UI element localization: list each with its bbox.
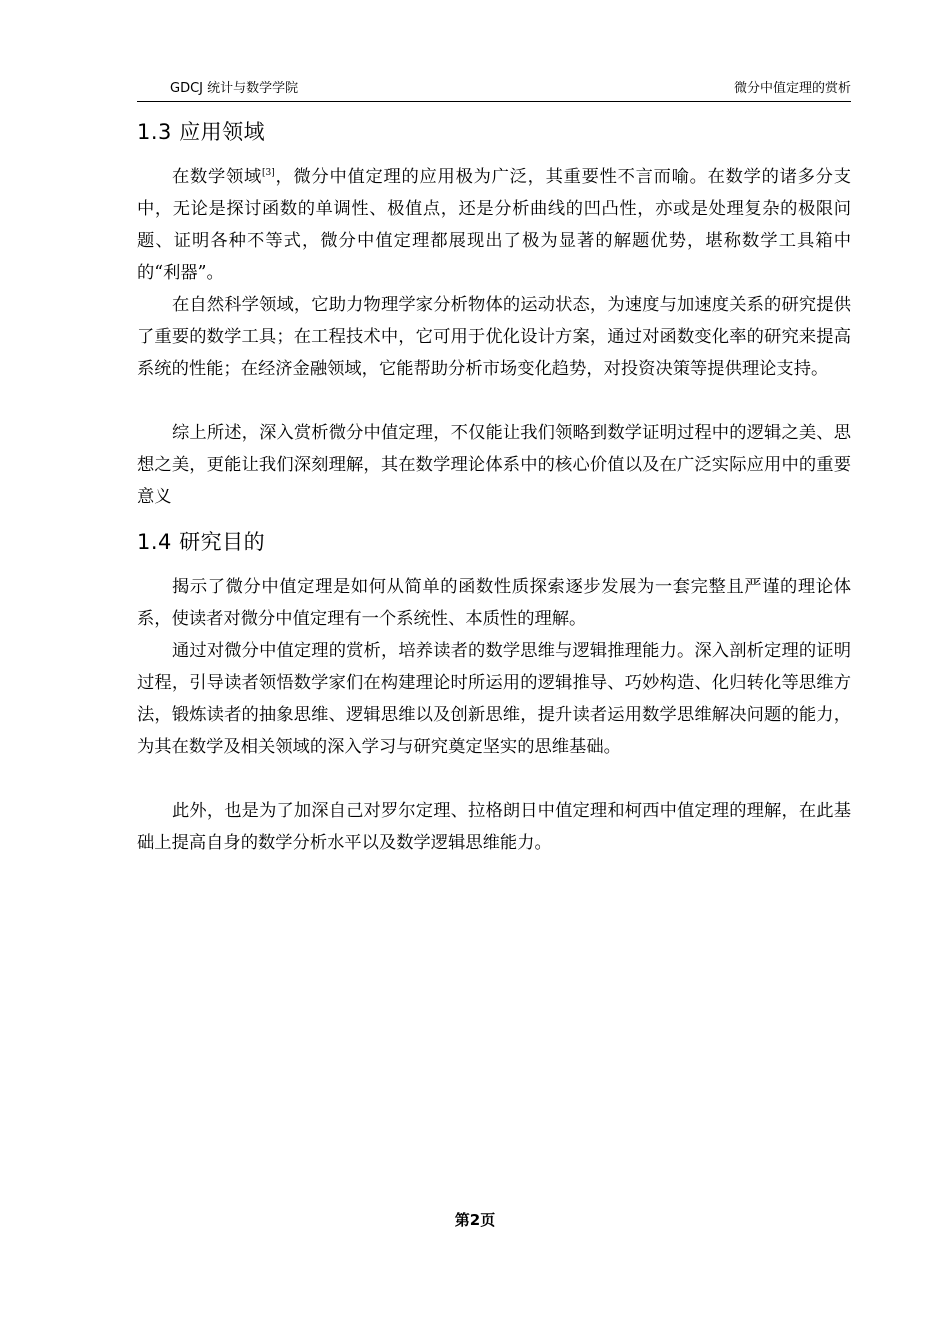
section-heading-1-4: 1.4 研究目的 — [137, 530, 266, 554]
citation-ref: [3] — [262, 168, 275, 178]
section-1-3-paragraph-2: 在自然科学领域，它助力物理学家分析物体的运动状态，为速度与加速度关系的研究提供了重要的数学工具；在工程技术中，它可用于优化设计方案，通过对函数变化率的研究来提高系统的性能；在经济金融领域，它能帮助分析市场变化趋势，对投资决策等提供理论支持。 — [137, 295, 851, 379]
section-1-3-paragraph-3: 综上所述，深入赏析微分中值定理，不仅能让我们领略到数学证明过程中的逻辑之美、思想之美，更能让我们深刻理解，其在数学理论体系中的核心价值以及在广泛实际应用中的重要意义 — [137, 423, 851, 507]
section-heading-1-3: 1.3 应用领域 — [137, 120, 266, 144]
section-1-3-paragraph-1 — [137, 161, 851, 289]
section-1-4-paragraph-2: 通过对微分中值定理的赏析，培养读者的数学思维与逻辑推理能力。深入剖析定理的证明过程，引导读者领悟数学家们在构建理论时所运用的逻辑推导、巧妙构造、化归转化等思维方法，锻炼读者的抽象思维、逻辑思维以及创新思维，提升读者运用数学思维解决问题的能力，为其在数学及相关领域的深入学习与研究奠定坚实的思维基础。 — [137, 641, 851, 757]
paragraph-text: ，微分中值定理的应用极为广泛，其重要性不言而喻。在数学的诸多分支中，无论是探讨函数的单调性、极值点，还是分析曲线的凹凸性，亦或是处理复杂的极限问题、证明各种不等式，微分中值定理都展现出了极为显著的解题优势，堪称数学工具箱中的“利器”。 — [137, 167, 851, 283]
paragraph-text: 在数学领域 — [172, 167, 263, 187]
page-header — [137, 78, 851, 100]
section-1-4-paragraph-3: 此外，也是为了加深自己对罗尔定理、拉格朗日中值定理和柯西中值定理的理解，在此基础上提高自身的数学分析水平以及数学逻辑思维能力。 — [137, 801, 851, 853]
header-divider — [137, 101, 851, 102]
header-paper-title: 微分中值定理的赏析 — [733, 81, 851, 96]
page-number: 第2页 — [454, 1211, 496, 1229]
section-1-4-paragraph-1: 揭示了微分中值定理是如何从简单的函数性质探索逐步发展为一套完整且严谨的理论体系，使读者对微分中值定理有一个系统性、本质性的理解。 — [137, 577, 851, 629]
header-institution: GDCJ 统计与数学学院 — [170, 81, 299, 96]
